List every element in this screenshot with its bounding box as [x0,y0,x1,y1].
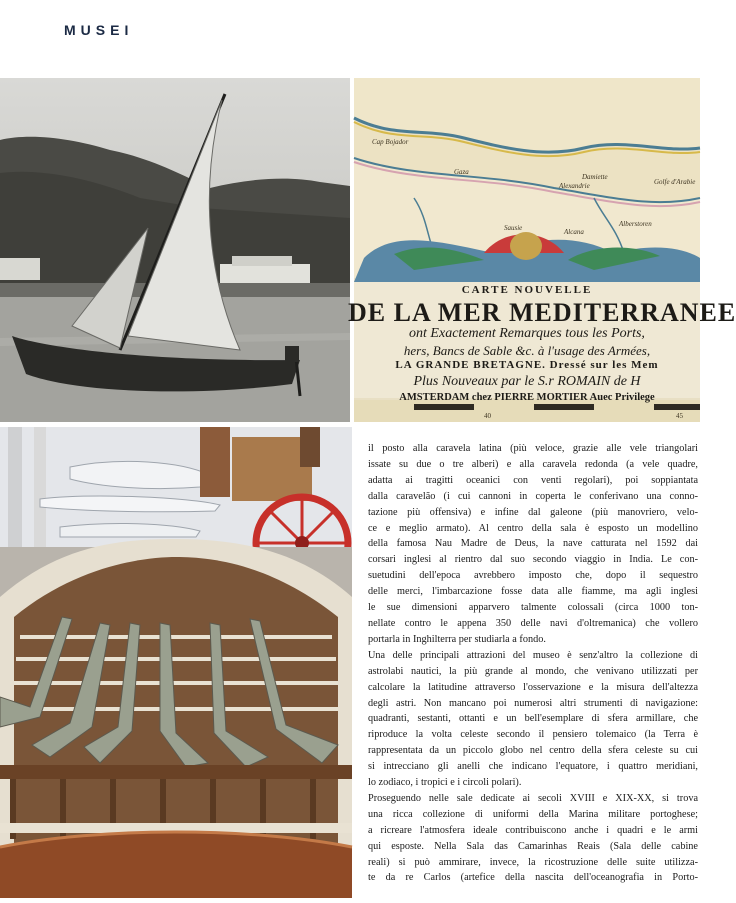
text-line: te da re Carlos (artefice della nascita dell'oceanografia in Porto- [368,872,698,884]
text-line: suetudini dell'epoca avrebbero imposto che, dopo il sequestro [368,570,698,582]
text-line: corsari inglesi al rientro dal suo secondo viaggio in India. Le con- [368,554,698,566]
sailboat-illustration [0,78,350,422]
article-paragraph [368,648,698,791]
text-line: si intrecciano gli anelli che indicano l'equatore, i quattro meridiani, [368,761,698,773]
text-line: a ricreare l'atmosfera ideale contribuiscono anche i quadri e le armi [368,824,698,836]
map-place-label: Alexandrie [559,182,590,190]
map-subtitle-line-6: Plus Nouveaux par le S.r ROMAIN de H [413,374,641,389]
sailboat-photo [0,78,350,422]
map-subtitle-line-3: ont Exactement Remarques tous les Ports, [409,326,645,341]
article-paragraph [368,791,698,886]
text-line: qui esposte. Nella Sala das Camarinhas Reais (Sala delle cabine [368,840,698,852]
text-line: rappresentata da un piccolo globo nel centro della sfera celeste su cui [368,745,698,757]
map-place-label: Sausie [504,224,523,232]
text-line: lo zodiaco, i tropici e i circoli polari). [368,777,522,789]
text-line: calcolare la latitudine attraverso l'osservazione e la misura dell'altezza [368,681,698,693]
text-line: ce e meglio armato). Al centro della sala è esposto un modellino [368,522,698,534]
antique-map-photo [348,78,736,422]
map-title-line-1: CARTE NOUVELLE [461,284,593,296]
text-line: delle merci, l'imbarcazione fosse data alle fiamme, ma agli inglesi [368,586,698,598]
map-place-label: Cap Bojador [372,138,409,146]
text-line: riproduce la volta celeste secondo il pensiero tolemaico (la Terra è [368,729,698,741]
map-place-label: Damiette [582,173,608,181]
text-line: reali) si può ammirare, invece, la ricostruzione delle suite utilizza- [368,856,698,868]
text-line: nellate contro le appena 350 delle navi d'oltremanica) che vollero [368,617,698,629]
text-line: degli astri. Non mancano poi numerosi altri strumenti di navigazione: [368,697,698,709]
text-line: issate su due o tre alberi) e alla caravela redonda (a vele quadre, [368,458,698,470]
article-paragraph [368,441,698,648]
text-line: Una delle principali attrazioni del museo è senz'altro la collezione di [368,649,698,661]
museum-rowboat-photo [0,427,352,898]
text-line: astrolabi nautici, la più grande al mondo, che venivano utilizzati per [368,665,698,677]
text-line: adatta ai tragitti oceanici con venti regolari), poi soppiantata [368,474,698,486]
text-line: dalla caravelão (i cui cannoni in coperta le conferivano una conno- [368,490,698,502]
map-subtitle-line-5: LA GRANDE BRETAGNE. Dressé sur les Mem [395,359,659,371]
map-scale-label: 40 [484,412,491,420]
text-line: il posto alla caravela latina (più veloce, grazie alle vele triangolari [368,443,698,454]
map-title-line-2: DE LA MER MEDITERRANEE [348,298,736,327]
text-line: Proseguendo nelle sale dedicate ai secoli XVIII e XIX-XX, si trova [368,792,698,804]
map-place-label: Alberstoren [619,220,652,228]
text-line: portarla in Inghilterra per studiarla a fondo. [368,633,546,645]
map-place-label: Golfe d'Arabie [654,178,696,186]
article-text-column [368,441,698,886]
map-imprint-line: AMSTERDAM chez PIERRE MORTIER Auec Privilege [399,392,655,403]
text-line: le sue dimensioni apparvero talmente colossali (circa 1000 ton- [368,602,698,614]
map-place-label: Gaza [454,168,469,176]
text-line: della famosa Nau Madre de Deus, la nave catturata nel 1592 dai [368,538,698,550]
map-place-label: Alcana [564,228,584,236]
text-line: tazione più offensiva) e infine dal galeone (più manovriero, velo- [368,506,698,518]
text-line: una ricca collezione di uniformi della Marina militare portoghese; [368,808,698,820]
map-subtitle-line-4: hers, Bancs de Sable &c. à l'usage des Armées, [403,343,651,358]
rowboat-illustration [0,427,352,898]
map-scale-label: 45 [676,412,683,420]
text-line: quadranti, sestanti, ottanti e un bell'esemplare di sfera armillare, che [368,713,698,725]
section-header: MUSEI [64,22,134,38]
